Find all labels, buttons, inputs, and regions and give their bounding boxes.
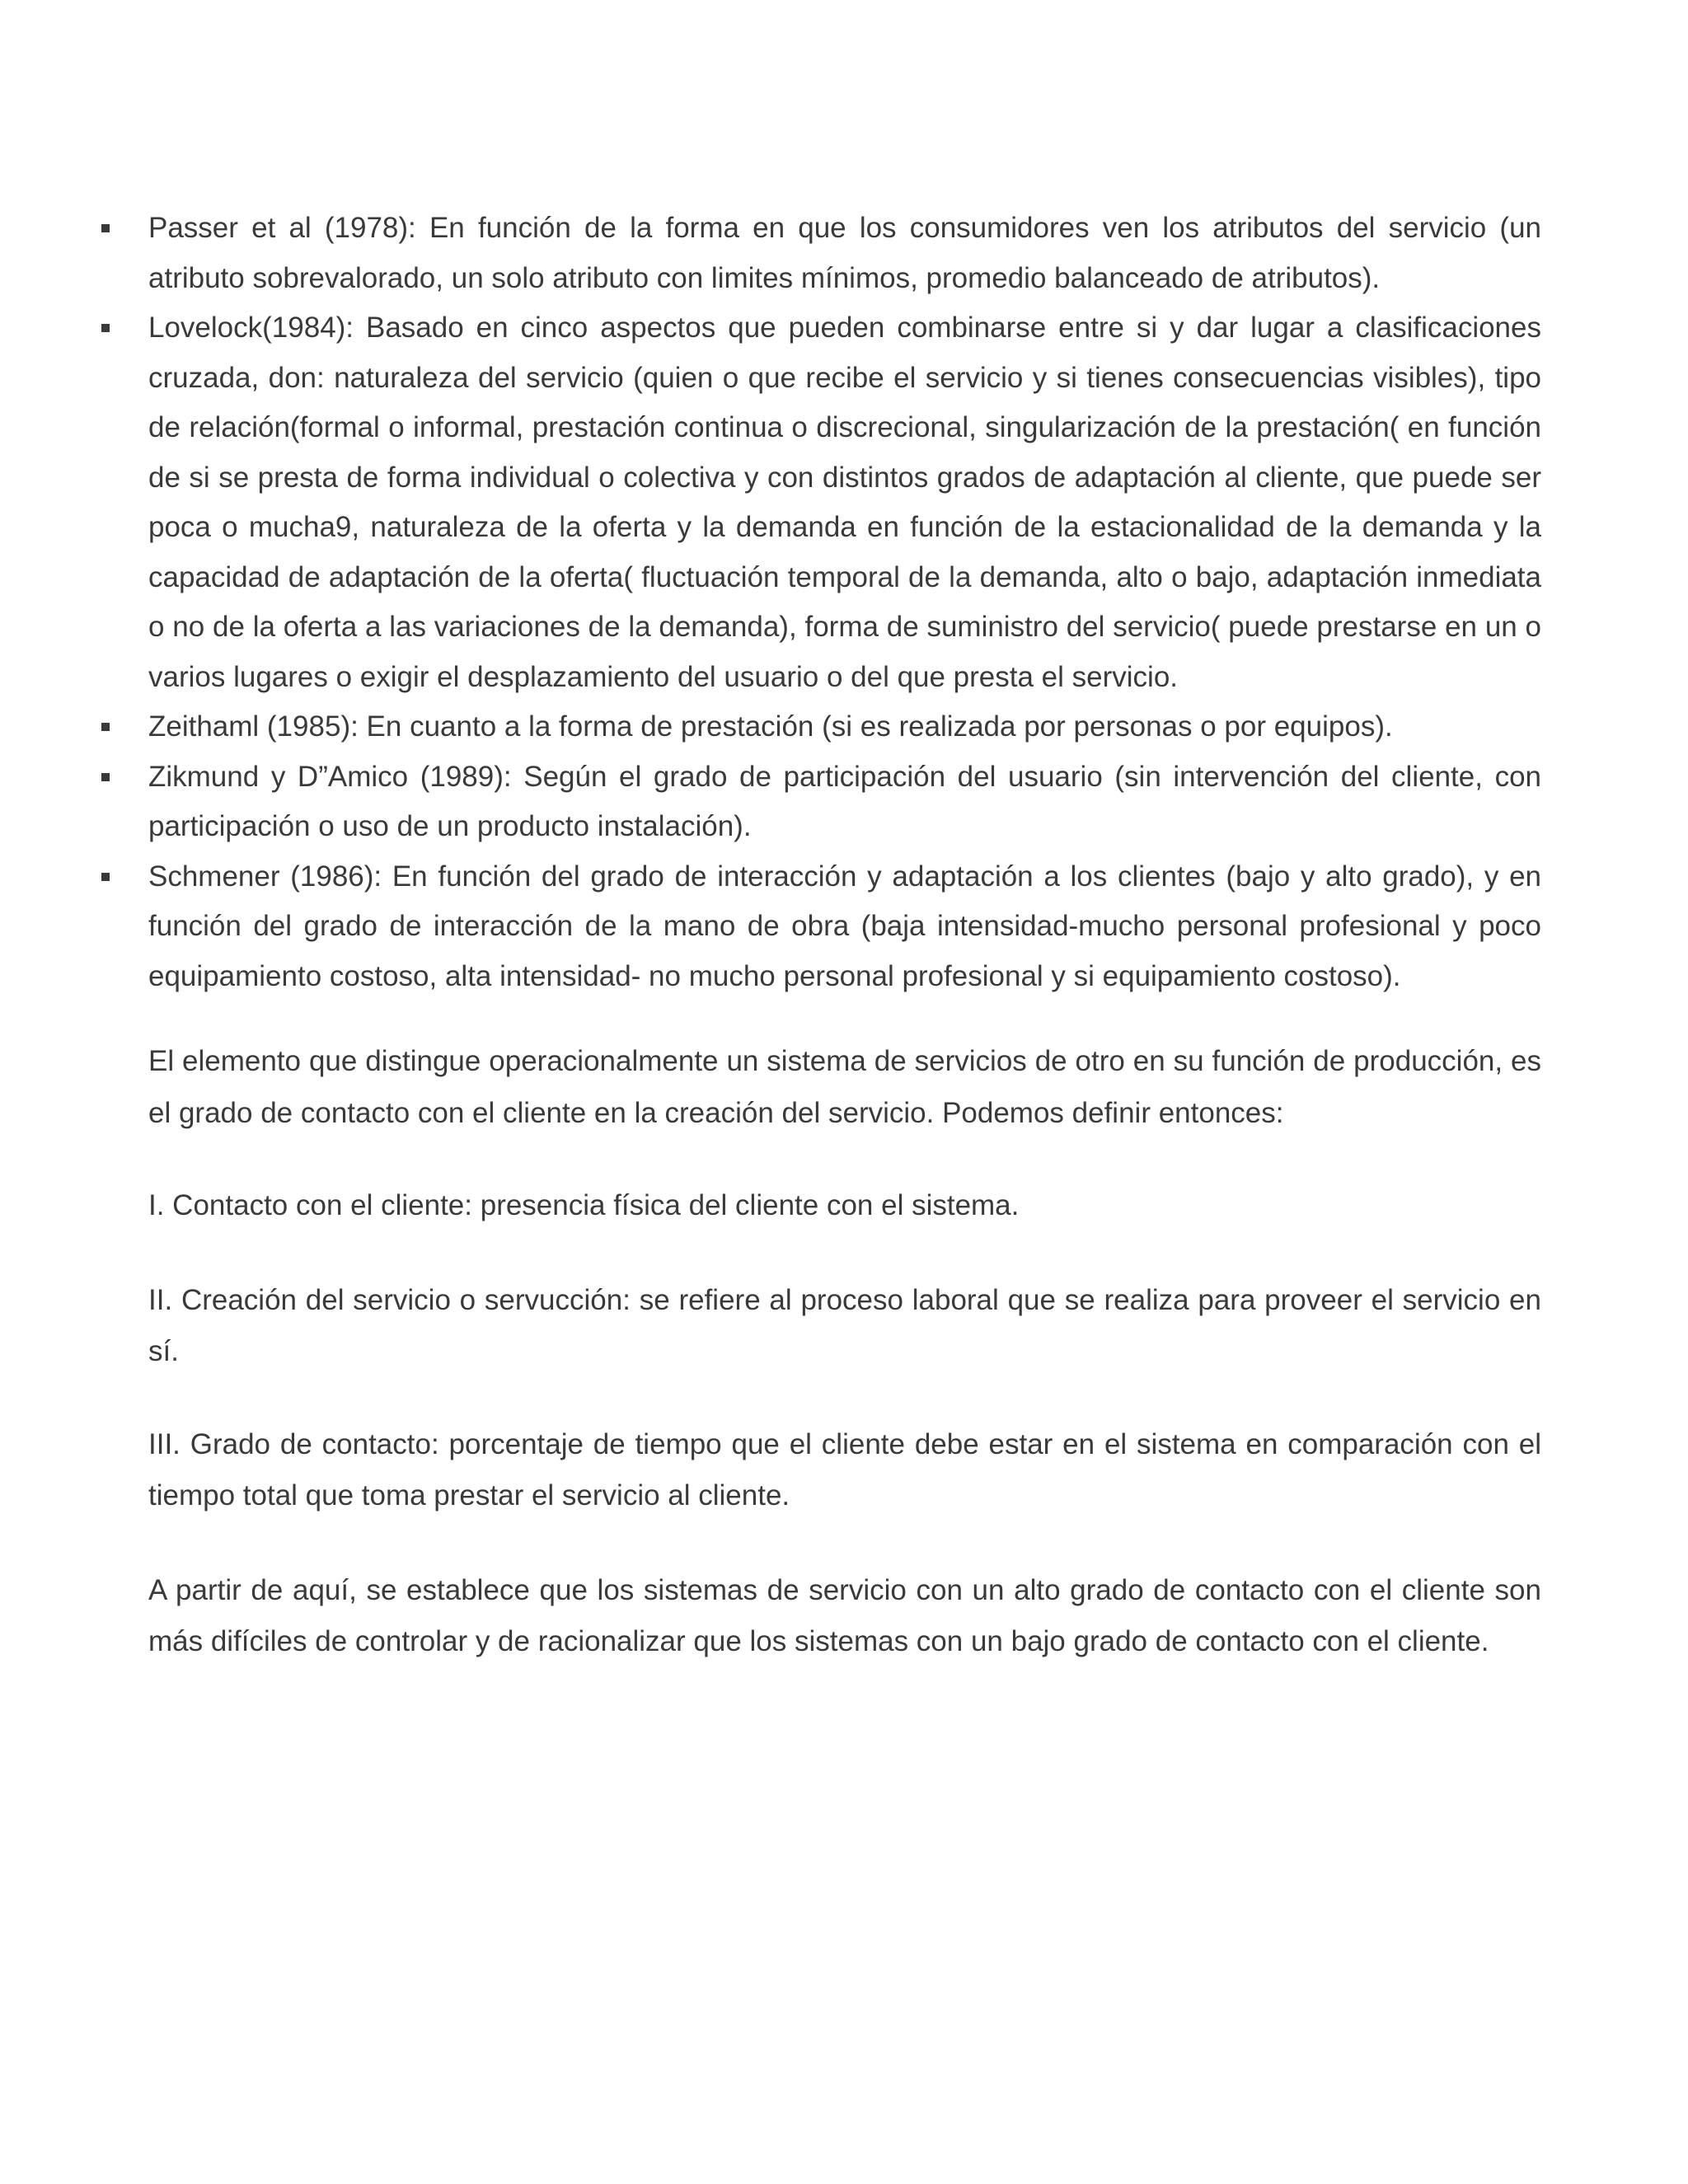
paragraph-definition-degree: III. Grado de contacto: porcentaje de tiempo que el cliente debe estar en el sistema en comparación con el tiempo total que toma prestar el servicio al cliente. <box>148 1427 1541 1511</box>
paragraph-intro: El elemento que distingue operacionalmente un sistema de servicios de otro en su función de producción, es el grado de contacto con el cliente en la creación del servicio. Podemos definir entonces: <box>148 1045 1541 1129</box>
list-item-text: Schmener (1986): En función del grado de interacción y adaptación a los clientes (bajo y alto grado), y en función del grado de interacción de la mano de obra (baja intensidad-mucho personal profesional y poco equipamiento costoso, alta intensidad- no mucho personal profesional y si equipamiento costoso). <box>148 860 1541 992</box>
square-bullet-icon <box>101 224 110 232</box>
list-item <box>148 303 1541 702</box>
document-body <box>148 204 1541 1668</box>
paragraph-definition-creation: II. Creación del servicio o servucción: se refiere al proceso laboral que se realiza para proveer el servicio en sí. <box>148 1283 1541 1367</box>
list-item-text: Passer et al (1978): En función de la forma en que los consumidores ven los atributos del servicio (un atributo sobrevalorado, un solo atributo con limites mínimos, promedio balanceado de atributos). <box>148 212 1541 294</box>
paragraph-conclusion: A partir de aquí, se establece que los sistemas de servicio con un alto grado de contacto con el cliente son más difíciles de controlar y de racionalizar que los sistemas con un bajo grado de contacto con el cliente. <box>148 1573 1541 1657</box>
square-bullet-icon <box>101 723 110 731</box>
list-item-text: Zeithaml (1985): En cuanto a la forma de prestación (si es realizada por personas o por equipos). <box>148 710 1393 743</box>
square-bullet-icon <box>101 773 110 781</box>
list-item <box>148 204 1541 303</box>
list-item <box>148 852 1541 1002</box>
paragraph-definition-contact: I. Contacto con el cliente: presencia física del cliente con el sistema. <box>148 1189 1020 1221</box>
list-item-text: Lovelock(1984): Basado en cinco aspectos que pueden combinarse entre si y dar lugar a clasificaciones cruzada, don: naturaleza del servicio (quien o que recibe el servicio y si tienes consecuencias visibles), tipo de relación(formal o informal, prestación continua o discrecional, singularización de la prestación( en función de si se presta de forma individual o colectiva y con distintos grados de adaptación al cliente, que puede ser poca o mucha9, naturaleza de la oferta y la demanda en función de la estacionalidad de la demanda y la capacidad de adaptación de la oferta( fluctuación temporal de la demanda, alto o bajo, adaptación inmediata o no de la oferta a las variaciones de la demanda), forma de suministro del servicio( puede prestarse en un o varios lugares o exigir el desplazamiento del usuario o del que presta el servicio. <box>148 312 1541 693</box>
list-item-text: Zikmund y D”Amico (1989): Según el grado de participación del usuario (sin intervención del cliente, con participación o uso de un producto instalación). <box>148 760 1541 842</box>
square-bullet-icon <box>101 873 110 881</box>
list-item <box>148 752 1541 852</box>
square-bullet-icon <box>101 324 110 332</box>
list-item <box>148 702 1541 752</box>
classification-list <box>148 204 1541 1001</box>
